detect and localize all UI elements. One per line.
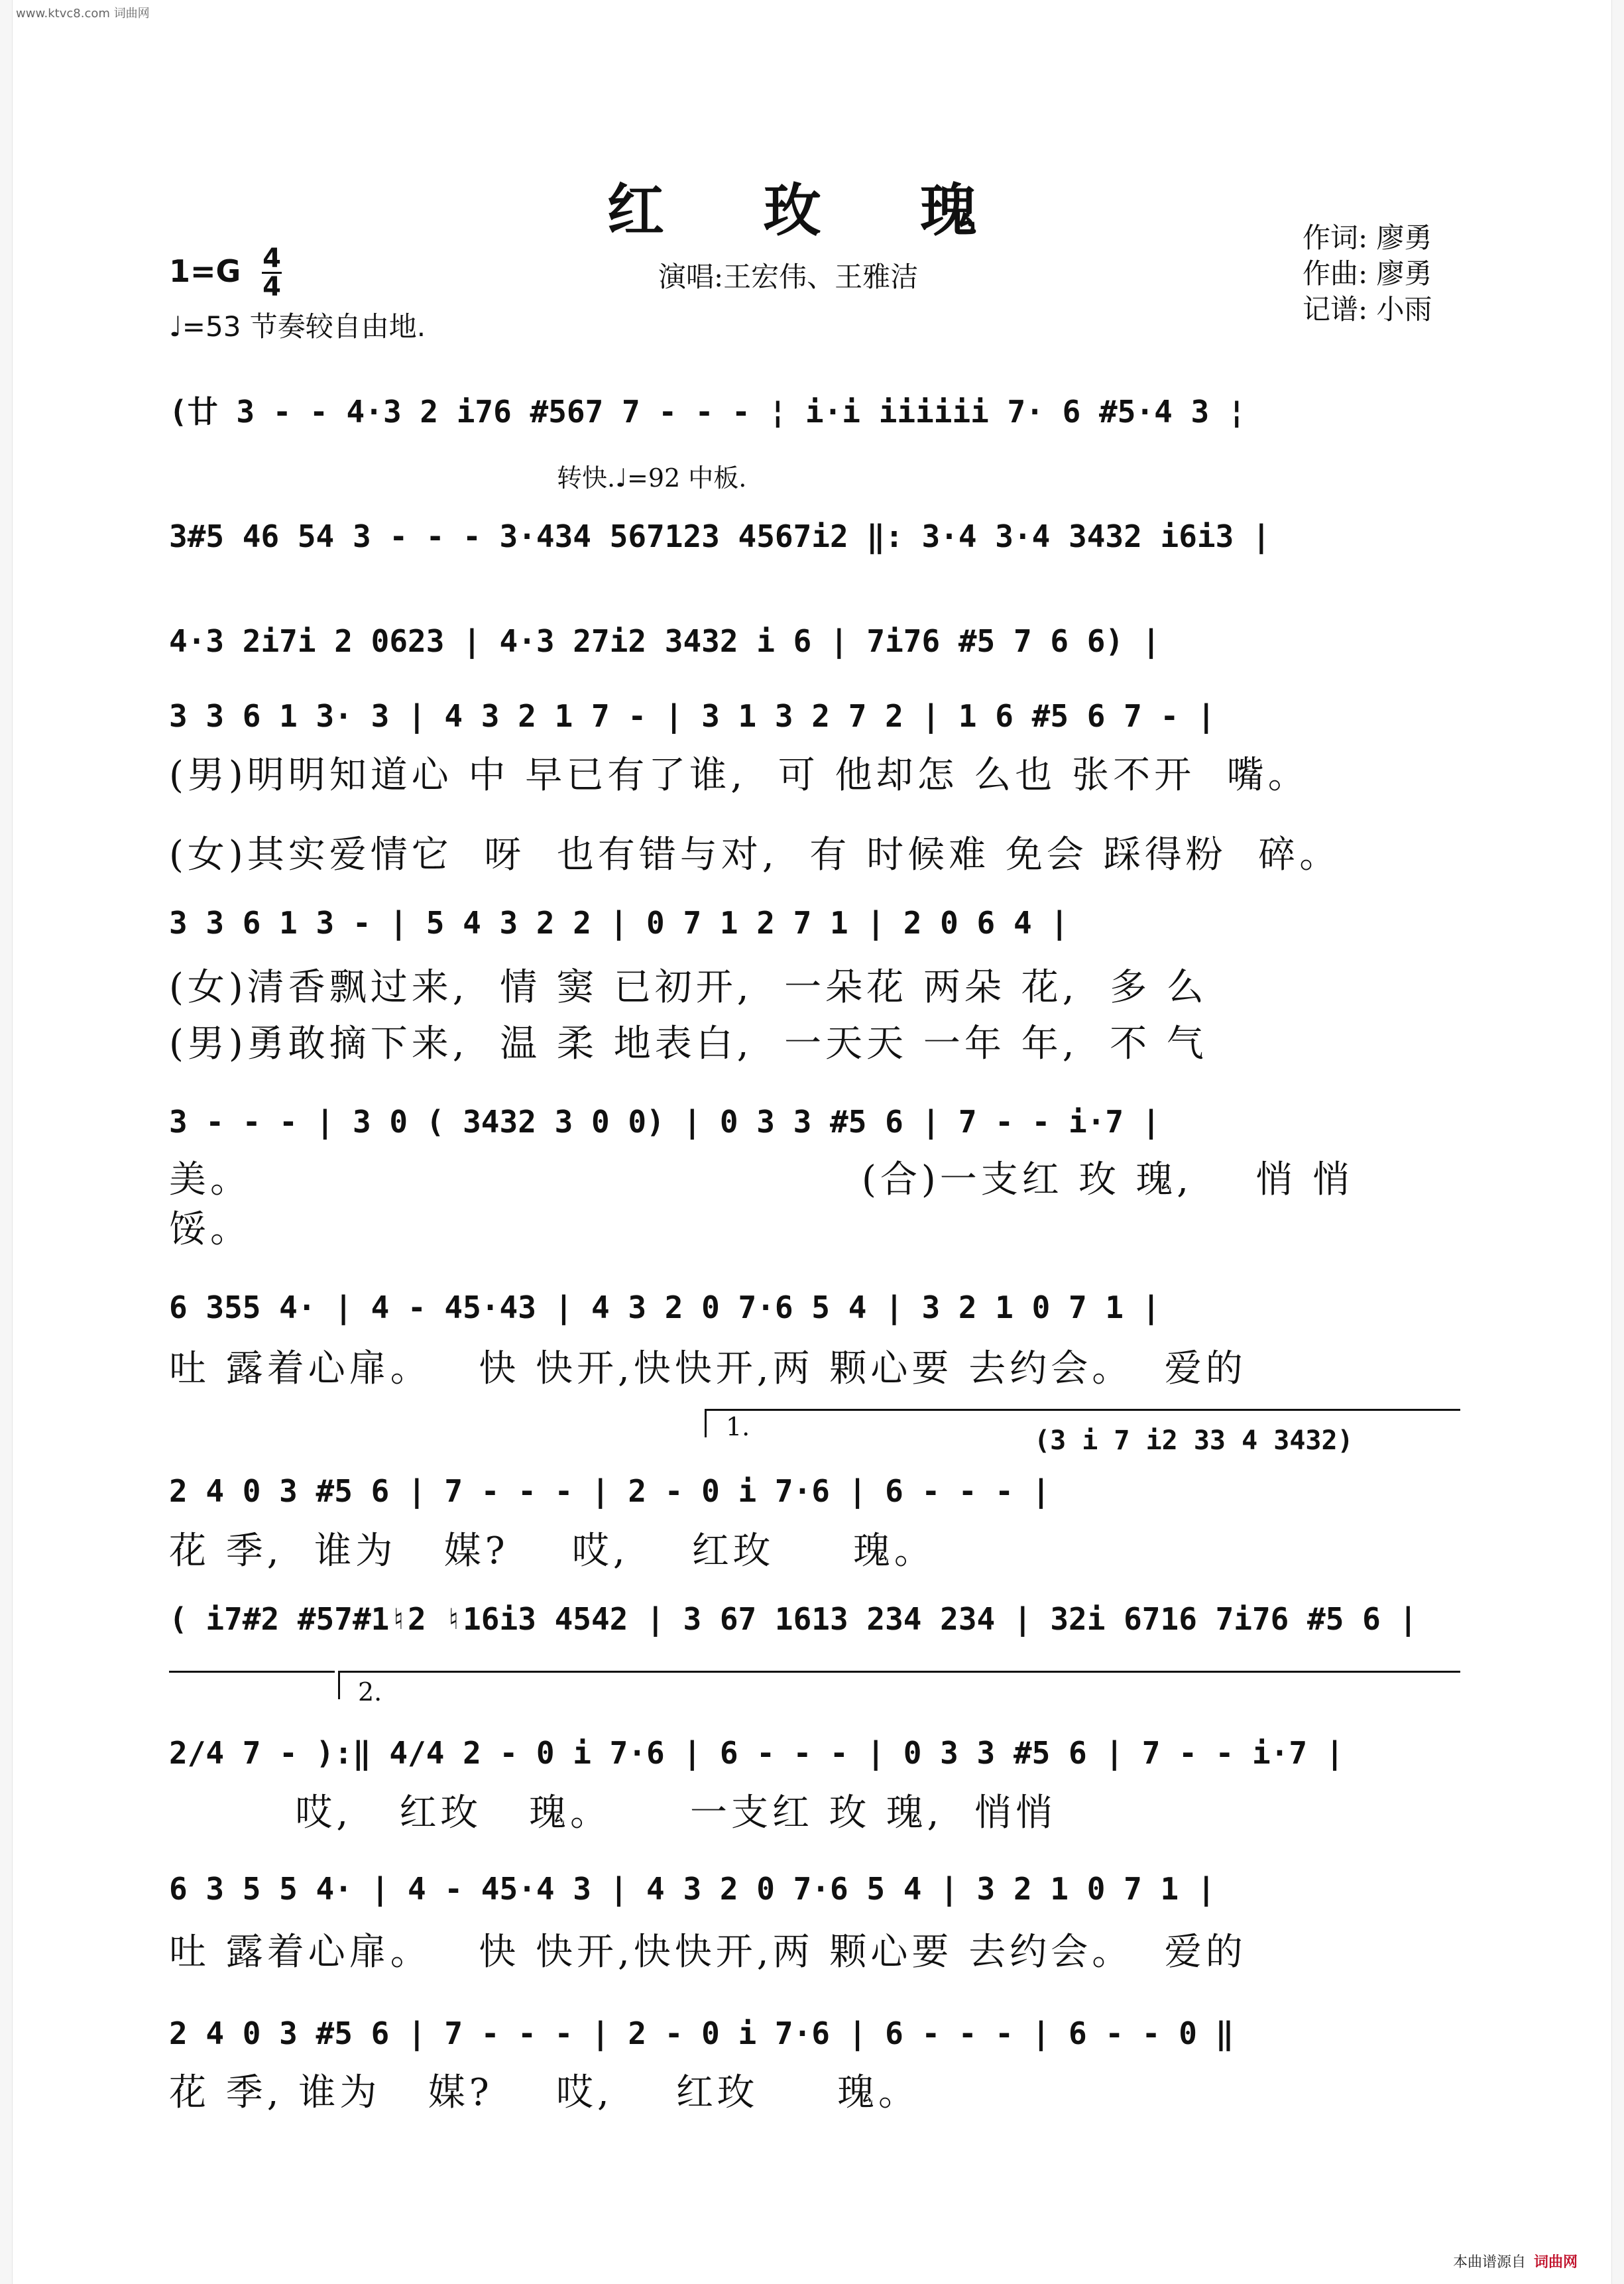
transcriber: 记谱: 小雨 — [1303, 293, 1432, 326]
notation-row-11: 6 3 5 5 4· | 4 - 45·4 3 | 4 3 2 0 7·6 5 4 | 3 2 1 0 7 1 | — [169, 1871, 1216, 1907]
lyrics-row-8: 花 季, 谁为 媒? 哎, 红玫 瑰。 — [169, 1530, 935, 1573]
time-signature-bottom: 4 — [262, 272, 281, 302]
interlude-notes: (3 i 7 i2 33 4 3432) — [1034, 1425, 1354, 1456]
singers: 演唱:王宏伟、王雅洁 — [658, 261, 919, 293]
notation-row-4: 3 3 6 1 3· 3 | 4 3 2 1 7 - | 3 1 3 2 7 2 | 1 6 #5 6 7 - | — [169, 698, 1216, 734]
lyrics-row-5-male: (男)勇敢摘下来, 温 柔 地表白, 一天天 一年 年, 不 气 — [169, 1022, 1208, 1065]
lyrics-row-10: 哎, 红玫 瑰。 一支红 玫 瑰, 悄悄 — [169, 1791, 1057, 1834]
lyrics-row-5-female: (女)清香飘过来, 情 窦 已初开, 一朵花 两朵 花, 多 么 — [169, 966, 1208, 1009]
lyrics-row-6-b: 馁。 — [169, 1208, 251, 1251]
key-signature: 1=G — [169, 253, 241, 289]
second-ending-mark: 2. — [358, 1677, 382, 1707]
composer: 作曲: 廖勇 — [1303, 257, 1432, 290]
notation-row-3: 4·3 2i7i 2 0623 | 4·3 27i2 3432 i 6 | 7i76 #5 7 6 6) | — [169, 623, 1161, 659]
notation-row-5: 3 3 6 1 3 - | 5 4 3 2 2 | 0 7 1 2 7 1 | 2 0 6 4 | — [169, 905, 1069, 941]
notation-row-6: 3 - - - | 3 0 ( 3432 3 0 0) | 0 3 3 #5 6 | 7 - - i·7 | — [169, 1104, 1161, 1140]
first-ending-mark: 1. — [726, 1412, 750, 1441]
time-signature — [262, 243, 282, 302]
lyrics-row-4-female: (女)其实爱情它 呀 也有错与对, 有 时候难 免会 踩得粉 碎。 — [169, 833, 1341, 876]
footer — [1453, 2251, 1578, 2271]
notation-row-1: (廿 3 - - 4·3 2 i76 #567 7 - - - ¦ i·i iiiiii 7· 6 #5·4 3 ¦ — [169, 394, 1246, 430]
credits — [1303, 220, 1432, 328]
second-ending-bracket — [338, 1671, 1460, 1699]
time-signature-top: 4 — [262, 243, 281, 274]
lyrics-row-12: 花 季, 谁为 媒? 哎, 红玫 瑰。 — [169, 2071, 920, 2114]
notation-row-9: ( i7#2 #57#1♮2 ♮16i3 4542 | 3 67 1613 234 234 | 32i 6716 7i76 #5 6 | — [169, 1601, 1418, 1637]
page-right-edge — [1611, 0, 1624, 2284]
notation-row-2: 3#5 46 54 3 - - - 3·434 567123 4567i2 ‖: 3·4 3·4 3432 i6i3 | — [169, 518, 1271, 554]
notation-row-8: 2 4 0 3 #5 6 | 7 - - - | 2 - 0 i 7·6 | 6 - - - | — [169, 1473, 1051, 1509]
header-url: www.ktvc8.com 词曲网 — [16, 7, 150, 21]
lyricist: 作词: 廖勇 — [1303, 221, 1432, 254]
lyrics-row-7: 吐 露着心扉。 快 快开,快快开,两 颗心要 去约会。 爱的 — [169, 1347, 1247, 1390]
song-title: 红 玫 瑰 — [607, 177, 1017, 244]
footer-source: 本曲谱源自 — [1452, 2254, 1526, 2271]
lyrics-row-11: 吐 露着心扉。 快 快开,快快开,两 颗心要 去约会。 爱的 — [169, 1931, 1247, 1974]
lyrics-row-6-chorus: (合)一支红 玫 瑰, 悄 悄 — [862, 1158, 1354, 1201]
lyrics-row-6-a: 美。 — [169, 1158, 251, 1201]
lyrics-row-4-male: (男)明明知道心 中 早已有了谁, 可 他却怎 么也 张不开 嘴。 — [169, 754, 1309, 797]
footer-brand: 词曲网 — [1533, 2254, 1578, 2271]
page-left-edge — [0, 0, 13, 2284]
notation-row-12: 2 4 0 3 #5 6 | 7 - - - | 2 - 0 i 7·6 | 6 - - - | 6 - - 0 ‖ — [169, 2015, 1234, 2051]
tempo-change: 转快.♩=92 中板. — [557, 463, 747, 493]
tempo-marking: ♩=53 节奏较自由地. — [169, 310, 426, 343]
notation-row-10: 2/4 7 - ):‖ 4/4 2 - 0 i 7·6 | 6 - - - | 0 3 3 #5 6 | 7 - - i·7 | — [169, 1735, 1344, 1771]
notation-row-7: 6 355 4· | 4 - 45·43 | 4 3 2 0 7·6 5 4 | 3 2 1 0 7 1 | — [169, 1290, 1161, 1325]
first-ending-continuation — [169, 1671, 335, 1673]
